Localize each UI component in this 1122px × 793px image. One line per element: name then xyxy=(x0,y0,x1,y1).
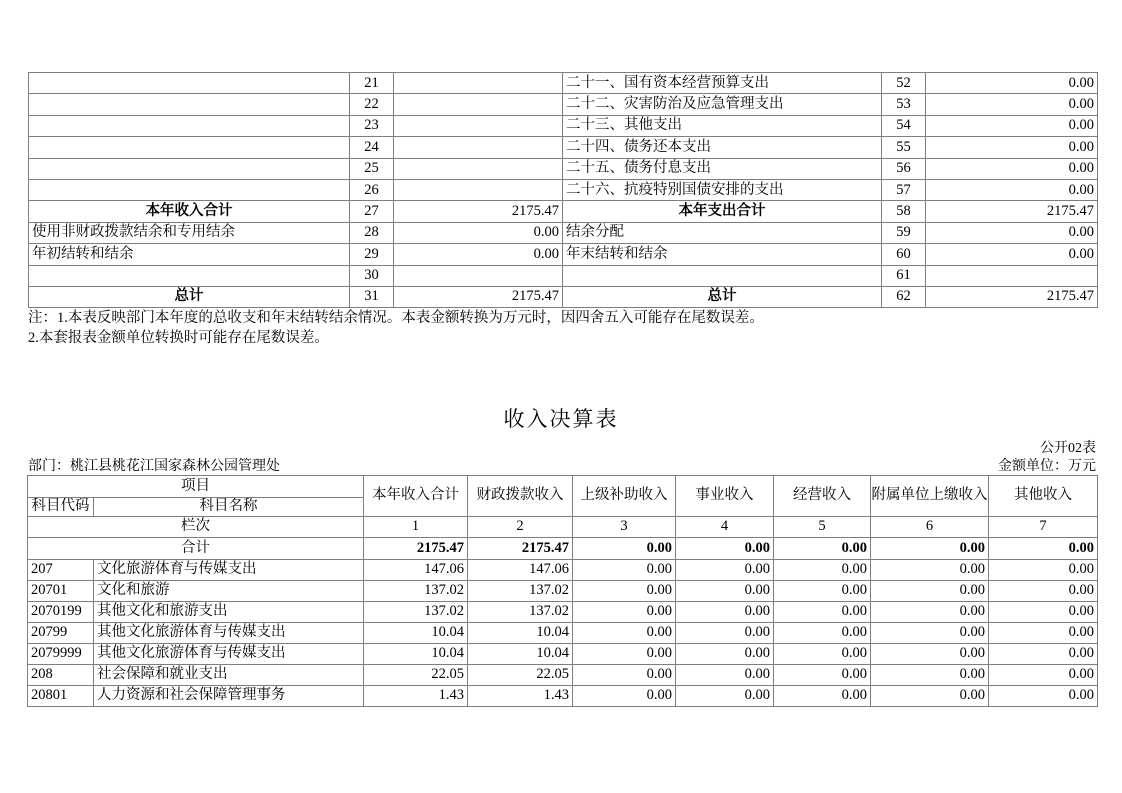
income-value-cell: 137.02 xyxy=(468,602,573,623)
income-name-cell: 其他文化和旅游支出 xyxy=(94,602,364,623)
summary-right-label-cell: 二十四、债务还本支出 xyxy=(563,137,882,158)
income-header-name: 科目名称 xyxy=(94,498,364,517)
income-colnum-4: 5 xyxy=(774,517,871,538)
summary-right-label-cell: 本年支出合计 xyxy=(563,201,882,222)
summary-row xyxy=(29,222,1098,243)
department-label: 部门：桃江县桃花江国家森林公园管理处 xyxy=(28,459,280,474)
income-value-cell: 137.02 xyxy=(468,581,573,602)
footnote-line-1: 注：1.本表反映部门本年度的总收支和年末结转结余情况。本表金额转换为万元时，因四舍五入可能存在尾数误差。 xyxy=(28,310,764,326)
income-name-cell: 其他文化旅游体育与传媒支出 xyxy=(94,644,364,665)
income-value-cell: 0.00 xyxy=(676,560,774,581)
income-value-cell: 0.00 xyxy=(676,665,774,686)
income-code-cell: 20701 xyxy=(28,581,94,602)
income-data-row xyxy=(28,581,1098,602)
summary-right-value-cell: 0.00 xyxy=(926,179,1098,200)
income-header-project: 项目 xyxy=(28,476,364,498)
income-value-cell: 0.00 xyxy=(573,644,676,665)
income-value-cell: 0.00 xyxy=(573,623,676,644)
income-colnum-1: 2 xyxy=(468,517,573,538)
income-value-cell: 137.02 xyxy=(364,581,468,602)
summary-row xyxy=(29,201,1098,222)
income-total-value-3: 0.00 xyxy=(676,538,774,560)
summary-left-label-cell xyxy=(29,115,350,136)
summary-left-label-cell: 使用非财政拨款结余和专用结余 xyxy=(29,222,350,243)
income-header-code: 科目代码 xyxy=(28,498,94,517)
income-table-body xyxy=(28,476,1098,707)
footnotes xyxy=(28,309,764,348)
summary-left-no-cell: 30 xyxy=(350,265,394,286)
income-value-cell: 0.00 xyxy=(573,581,676,602)
summary-left-value-cell xyxy=(394,158,563,179)
income-value-cell: 0.00 xyxy=(573,560,676,581)
income-header-row-1 xyxy=(28,476,1098,498)
income-code-cell: 2079999 xyxy=(28,644,94,665)
income-total-value-5: 0.00 xyxy=(871,538,989,560)
income-total-value-2: 0.00 xyxy=(573,538,676,560)
summary-right-no-cell: 53 xyxy=(882,94,926,115)
income-header-col-1: 财政拨款收入 xyxy=(468,476,573,517)
summary-table-body xyxy=(29,73,1098,308)
income-value-cell: 0.00 xyxy=(774,644,871,665)
summary-left-value-cell xyxy=(394,73,563,94)
income-value-cell: 0.00 xyxy=(871,644,989,665)
summary-right-value-cell: 2175.47 xyxy=(926,286,1098,307)
income-colnum-0: 1 xyxy=(364,517,468,538)
summary-right-no-cell: 57 xyxy=(882,179,926,200)
income-table-title: 收入决算表 xyxy=(503,407,619,431)
summary-left-no-cell: 21 xyxy=(350,73,394,94)
income-data-row xyxy=(28,644,1098,665)
income-value-cell: 147.06 xyxy=(364,560,468,581)
summary-left-label-cell xyxy=(29,137,350,158)
summary-row xyxy=(29,286,1098,307)
summary-left-no-cell: 23 xyxy=(350,115,394,136)
income-value-cell: 22.05 xyxy=(364,665,468,686)
summary-right-value-cell xyxy=(926,265,1098,286)
summary-right-label-cell: 年末结转和结余 xyxy=(563,244,882,265)
income-value-cell: 10.04 xyxy=(364,644,468,665)
income-value-cell: 0.00 xyxy=(573,602,676,623)
income-value-cell: 0.00 xyxy=(989,602,1098,623)
income-table xyxy=(27,475,1098,707)
income-value-cell: 22.05 xyxy=(468,665,573,686)
income-value-cell: 147.06 xyxy=(468,560,573,581)
income-value-cell: 0.00 xyxy=(989,644,1098,665)
income-header-col-5: 附属单位上缴收入 xyxy=(871,476,989,517)
income-code-cell: 20801 xyxy=(28,686,94,707)
income-name-cell: 文化旅游体育与传媒支出 xyxy=(94,560,364,581)
income-name-cell: 人力资源和社会保障管理事务 xyxy=(94,686,364,707)
summary-right-no-cell: 59 xyxy=(882,222,926,243)
income-data-row xyxy=(28,665,1098,686)
income-value-cell: 0.00 xyxy=(676,686,774,707)
summary-left-label-cell xyxy=(29,73,350,94)
income-name-cell: 文化和旅游 xyxy=(94,581,364,602)
summary-left-value-cell xyxy=(394,94,563,115)
income-value-cell: 0.00 xyxy=(871,623,989,644)
summary-left-value-cell xyxy=(394,265,563,286)
summary-left-no-cell: 24 xyxy=(350,137,394,158)
summary-left-value-cell: 2175.47 xyxy=(394,201,563,222)
summary-right-label-cell: 二十六、抗疫特别国债安排的支出 xyxy=(563,179,882,200)
income-code-cell: 208 xyxy=(28,665,94,686)
summary-right-no-cell: 60 xyxy=(882,244,926,265)
income-value-cell: 0.00 xyxy=(676,602,774,623)
income-value-cell: 0.00 xyxy=(676,644,774,665)
income-value-cell: 0.00 xyxy=(871,560,989,581)
income-code-cell: 207 xyxy=(28,560,94,581)
income-value-cell: 0.00 xyxy=(989,665,1098,686)
income-value-cell: 0.00 xyxy=(676,581,774,602)
summary-left-no-cell: 27 xyxy=(350,201,394,222)
income-header-col-0: 本年收入合计 xyxy=(364,476,468,517)
unit-label: 金额单位：万元 xyxy=(998,459,1096,474)
summary-right-label-cell: 二十一、国有资本经营预算支出 xyxy=(563,73,882,94)
summary-row xyxy=(29,115,1098,136)
income-value-cell: 0.00 xyxy=(774,623,871,644)
summary-right-label-cell: 结余分配 xyxy=(563,222,882,243)
income-name-cell: 社会保障和就业支出 xyxy=(94,665,364,686)
summary-left-label-cell xyxy=(29,158,350,179)
income-header-col-2: 上级补助收入 xyxy=(573,476,676,517)
income-value-cell: 0.00 xyxy=(989,686,1098,707)
income-value-cell: 0.00 xyxy=(573,665,676,686)
income-value-cell: 137.02 xyxy=(364,602,468,623)
summary-left-value-cell xyxy=(394,137,563,158)
income-colnum-5: 6 xyxy=(871,517,989,538)
summary-table xyxy=(28,72,1098,308)
income-header-col-4: 经营收入 xyxy=(774,476,871,517)
footnote-line-2: 2.本套报表金额单位转换时可能存在尾数误差。 xyxy=(28,329,329,346)
summary-row xyxy=(29,73,1098,94)
income-value-cell: 1.43 xyxy=(364,686,468,707)
summary-row xyxy=(29,94,1098,115)
income-colnum-row xyxy=(28,517,1098,538)
income-total-value-1: 2175.47 xyxy=(468,538,573,560)
summary-left-value-cell: 0.00 xyxy=(394,222,563,243)
income-colnum-2: 3 xyxy=(573,517,676,538)
income-value-cell: 0.00 xyxy=(871,686,989,707)
income-value-cell: 10.04 xyxy=(364,623,468,644)
income-total-label: 合计 xyxy=(28,538,364,560)
income-colnum-6: 7 xyxy=(989,517,1098,538)
income-total-row xyxy=(28,538,1098,560)
summary-right-value-cell: 0.00 xyxy=(926,137,1098,158)
income-value-cell: 0.00 xyxy=(774,560,871,581)
summary-left-no-cell: 29 xyxy=(350,244,394,265)
summary-left-no-cell: 22 xyxy=(350,94,394,115)
income-value-cell: 0.00 xyxy=(871,665,989,686)
summary-right-value-cell: 0.00 xyxy=(926,115,1098,136)
summary-right-no-cell: 61 xyxy=(882,265,926,286)
summary-left-no-cell: 25 xyxy=(350,158,394,179)
summary-right-label-cell: 二十二、灾害防治及应急管理支出 xyxy=(563,94,882,115)
income-code-cell: 2070199 xyxy=(28,602,94,623)
summary-left-no-cell: 26 xyxy=(350,179,394,200)
income-value-cell: 10.04 xyxy=(468,644,573,665)
summary-row xyxy=(29,179,1098,200)
summary-row xyxy=(29,265,1098,286)
income-total-value-0: 2175.47 xyxy=(364,538,468,560)
income-data-row xyxy=(28,686,1098,707)
income-name-cell: 其他文化旅游体育与传媒支出 xyxy=(94,623,364,644)
income-header-col-3: 事业收入 xyxy=(676,476,774,517)
income-data-row xyxy=(28,560,1098,581)
summary-right-no-cell: 58 xyxy=(882,201,926,222)
income-total-value-4: 0.00 xyxy=(774,538,871,560)
summary-right-no-cell: 54 xyxy=(882,115,926,136)
income-value-cell: 0.00 xyxy=(989,623,1098,644)
summary-left-value-cell: 0.00 xyxy=(394,244,563,265)
income-data-row xyxy=(28,623,1098,644)
summary-right-value-cell: 2175.47 xyxy=(926,201,1098,222)
summary-right-label-cell: 二十三、其他支出 xyxy=(563,115,882,136)
summary-left-no-cell: 28 xyxy=(350,222,394,243)
income-value-cell: 0.00 xyxy=(989,560,1098,581)
summary-left-value-cell xyxy=(394,179,563,200)
income-value-cell: 0.00 xyxy=(774,581,871,602)
summary-right-label-cell: 总计 xyxy=(563,286,882,307)
summary-right-no-cell: 56 xyxy=(882,158,926,179)
summary-right-label-cell: 二十五、债务付息支出 xyxy=(563,158,882,179)
summary-right-value-cell: 0.00 xyxy=(926,94,1098,115)
summary-left-label-cell: 本年收入合计 xyxy=(29,201,350,222)
summary-left-no-cell: 31 xyxy=(350,286,394,307)
summary-right-value-cell: 0.00 xyxy=(926,244,1098,265)
income-value-cell: 0.00 xyxy=(989,581,1098,602)
income-value-cell: 0.00 xyxy=(871,581,989,602)
summary-right-value-cell: 0.00 xyxy=(926,73,1098,94)
summary-row xyxy=(29,158,1098,179)
income-value-cell: 0.00 xyxy=(774,665,871,686)
summary-right-no-cell: 62 xyxy=(882,286,926,307)
income-value-cell: 0.00 xyxy=(774,686,871,707)
summary-right-value-cell: 0.00 xyxy=(926,158,1098,179)
income-header-col-6: 其他收入 xyxy=(989,476,1098,517)
income-code-cell: 20799 xyxy=(28,623,94,644)
doc-code-label: 公开02表 xyxy=(1040,441,1096,456)
summary-left-label-cell xyxy=(29,94,350,115)
summary-row xyxy=(29,137,1098,158)
summary-row xyxy=(29,244,1098,265)
summary-left-label-cell xyxy=(29,179,350,200)
income-value-cell: 0.00 xyxy=(676,623,774,644)
income-colnum-3: 4 xyxy=(676,517,774,538)
income-header-row-label: 栏次 xyxy=(28,517,364,538)
income-value-cell: 10.04 xyxy=(468,623,573,644)
summary-right-no-cell: 55 xyxy=(882,137,926,158)
income-value-cell: 1.43 xyxy=(468,686,573,707)
summary-right-label-cell xyxy=(563,265,882,286)
summary-left-label-cell xyxy=(29,265,350,286)
summary-right-no-cell: 52 xyxy=(882,73,926,94)
income-value-cell: 0.00 xyxy=(573,686,676,707)
income-value-cell: 0.00 xyxy=(871,602,989,623)
summary-left-value-cell: 2175.47 xyxy=(394,286,563,307)
income-value-cell: 0.00 xyxy=(774,602,871,623)
income-total-value-6: 0.00 xyxy=(989,538,1098,560)
income-data-row xyxy=(28,602,1098,623)
summary-right-value-cell: 0.00 xyxy=(926,222,1098,243)
summary-left-value-cell xyxy=(394,115,563,136)
summary-left-label-cell: 年初结转和结余 xyxy=(29,244,350,265)
summary-left-label-cell: 总计 xyxy=(29,286,350,307)
